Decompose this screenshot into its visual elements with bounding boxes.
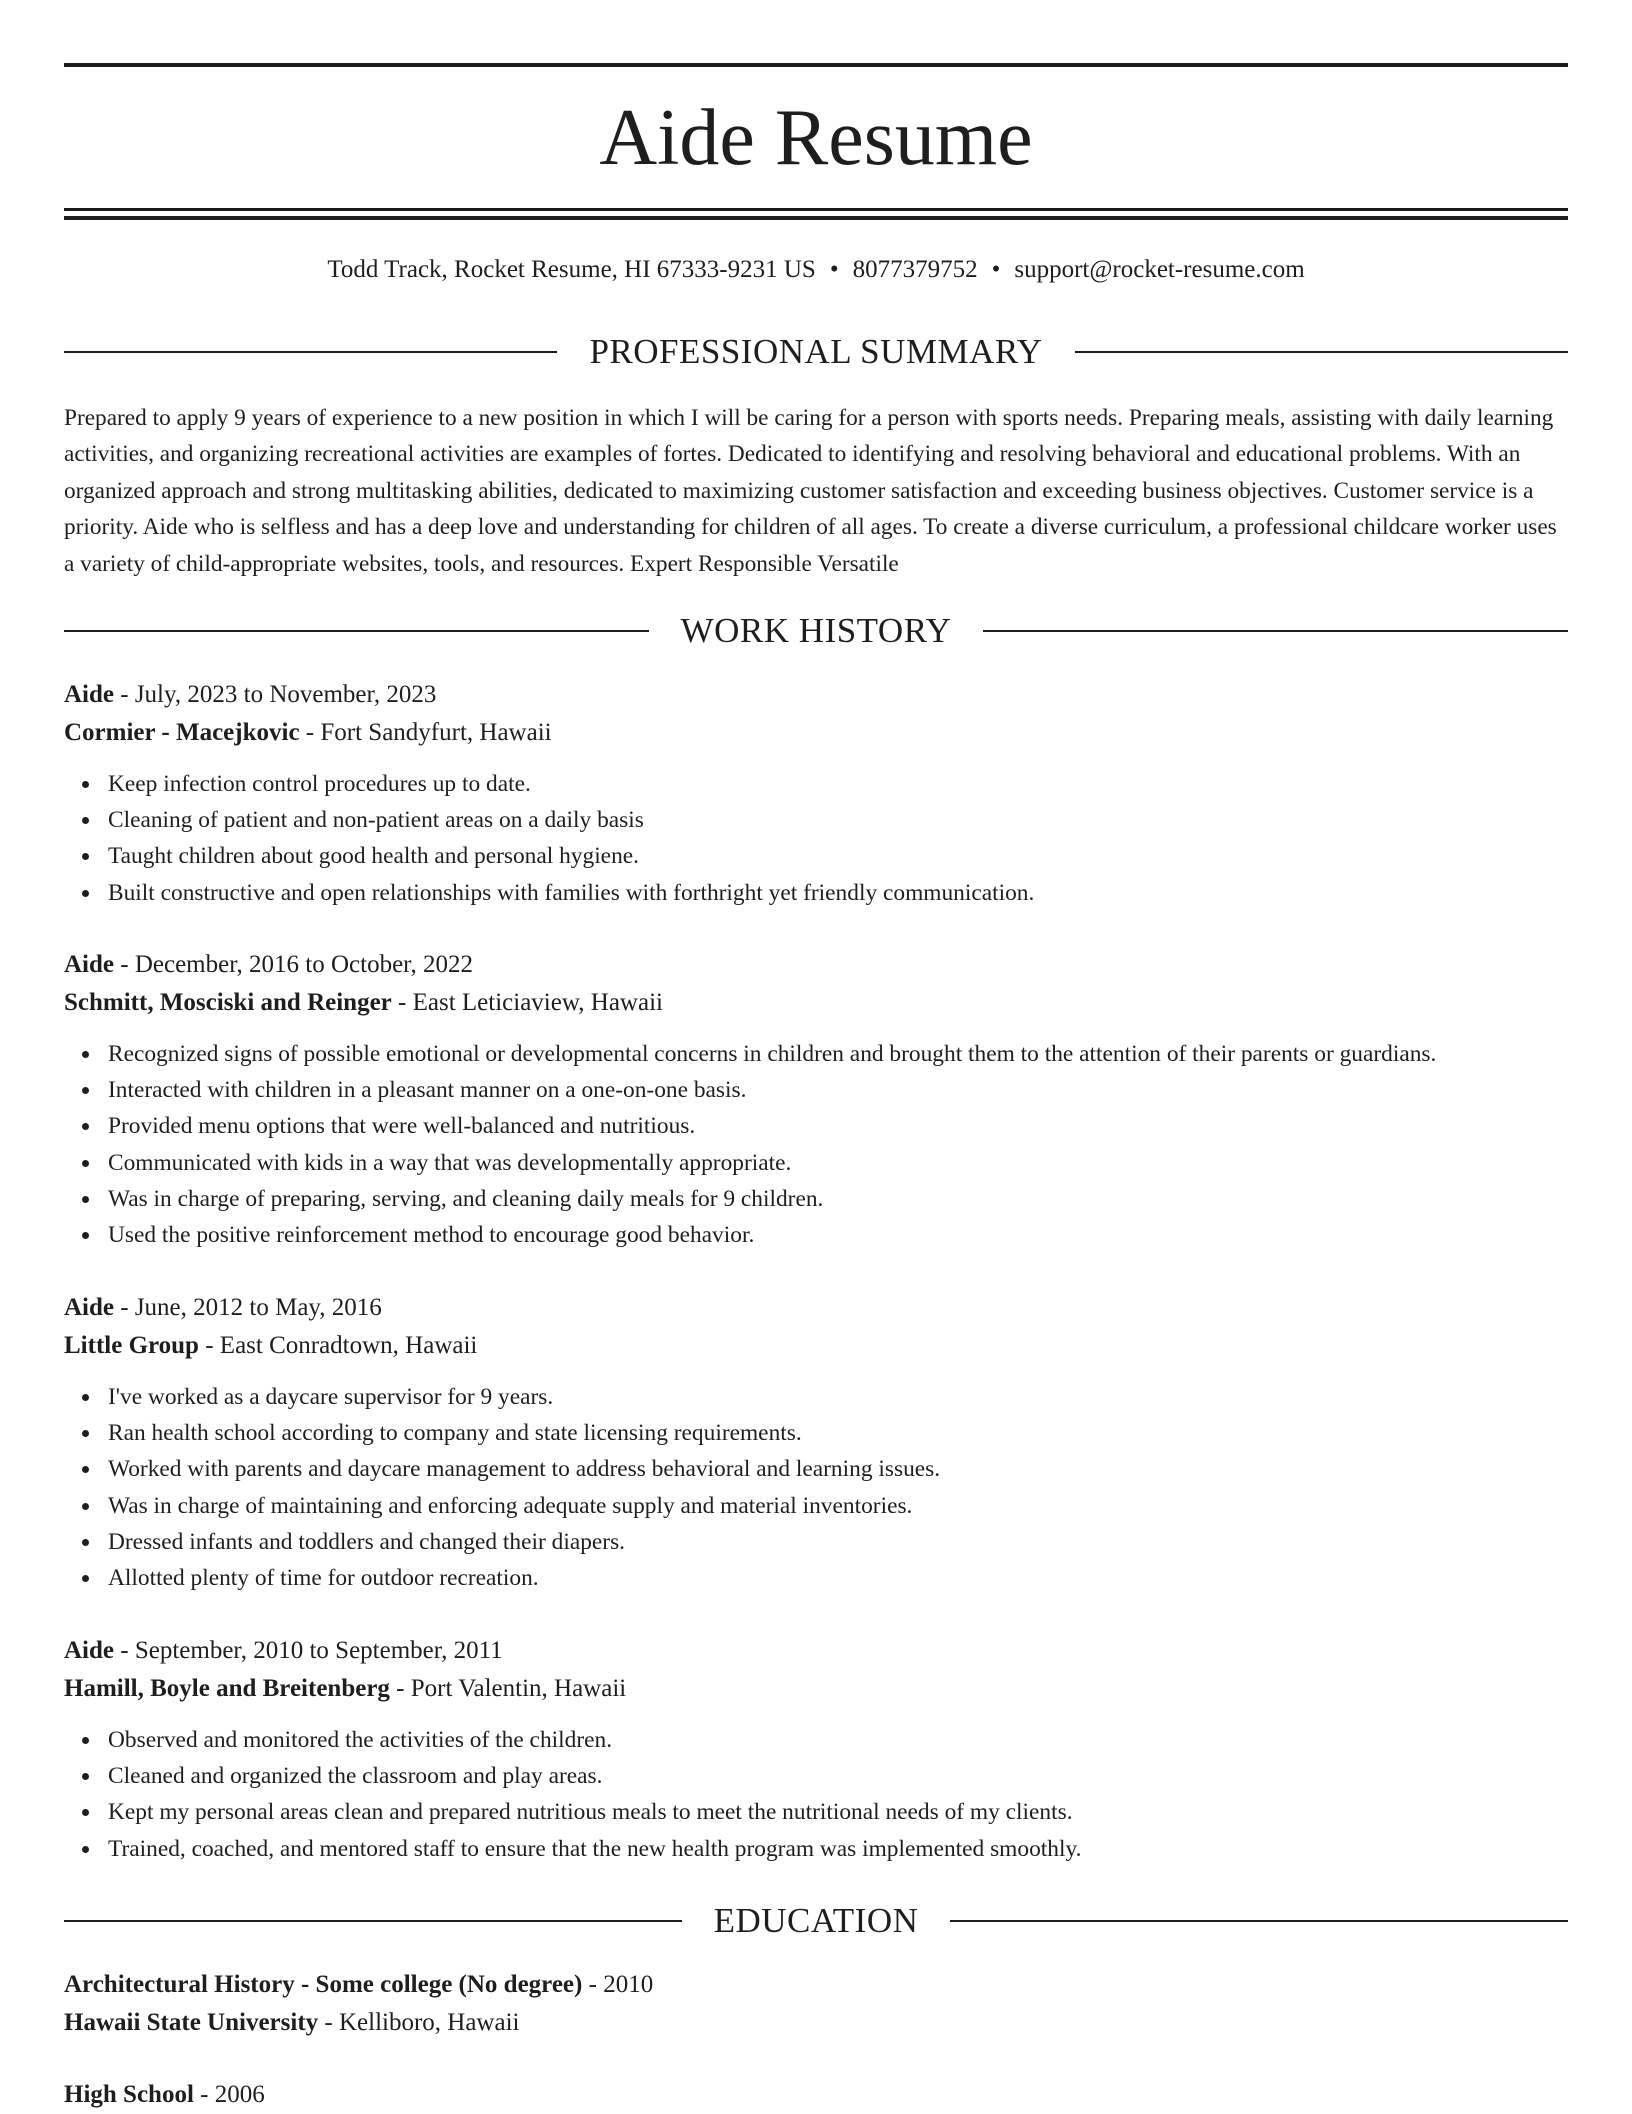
bullet-item: Dressed infants and toddlers and changed their diapers. [108,1524,1568,1560]
bullet-item: Allotted plenty of time for outdoor recreation. [108,1560,1568,1596]
contact-address: Todd Track, Rocket Resume, HI 67333-9231 US [327,256,816,283]
job-bullets [64,766,1568,911]
edu-year: 2006 [214,2081,265,2108]
section-title: PROFESSIONAL SUMMARY [589,332,1043,371]
dash: - [299,719,321,746]
dash: - [391,989,413,1016]
bullet-item: Cleaned and organized the classroom and play areas. [108,1758,1568,1794]
edu-degree: High School [64,2081,194,2108]
resume-name: Aide Resume [599,94,1033,182]
bullet-item: Was in charge of maintaining and enforcing adequate supply and material inventories. [108,1488,1568,1524]
job-dates: July, 2023 to November, 2023 [134,681,437,708]
dash: - [114,1637,135,1664]
job-bullets [64,1379,1568,1596]
bullet-item: Interacted with children in a pleasant manner on a one-on-one basis. [108,1072,1568,1108]
header-double-rule-upper [64,208,1568,211]
job-title: Aide [64,681,114,708]
job-bullets [64,1722,1568,1867]
bullet-item: Built constructive and open relationships with families with forthright yet friendly communication. [108,875,1568,911]
job-location: East Leticiaview, Hawaii [412,989,663,1016]
job-company: Cormier - Macejkovic [64,719,300,746]
job-dates: September, 2010 to September, 2011 [134,1637,503,1664]
job-company: Schmitt, Mosciski and Reinger [64,989,392,1016]
section-heading-education [64,1899,1568,1943]
bullet-item: Kept my personal areas clean and prepared nutritious meals to meet the nutritional needs of my clients. [108,1794,1568,1830]
bullet-item: Taught children about good health and personal hygiene. [108,838,1568,874]
bullet-item: Keep infection control procedures up to date. [108,766,1568,802]
dash: - [114,951,135,978]
section-heading-summary [64,330,1568,374]
job-dates: June, 2012 to May, 2016 [134,1294,382,1321]
bullet-item: Provided menu options that were well-balanced and nutritious. [108,1108,1568,1144]
bullet-item: Used the positive reinforcement method to encourage good behavior. [108,1217,1568,1253]
edu-school: Hawaii State University [64,2009,319,2036]
dash: - [114,681,135,708]
contact-separator: • [991,256,1001,283]
dash: - [114,1294,135,1321]
education-entry [64,2076,1568,2114]
dash: - [193,2081,215,2108]
bullet-item: Trained, coached, and mentored staff to ensure that the new health program was implemented smoothly. [108,1831,1568,1867]
job-location: Fort Sandyfurt, Hawaii [320,719,552,746]
contact-separator: • [829,256,839,283]
job-bullets [64,1036,1568,1253]
dash: - [318,2009,339,2036]
edu-location: Kelliboro, Hawaii [338,2009,520,2036]
dash: - [389,1675,411,1702]
heading-rule [64,630,649,632]
bullet-item: Ran health school according to company and state licensing requirements. [108,1415,1568,1451]
job-dates: December, 2016 to October, 2022 [134,951,473,978]
contact-email: support@rocket-resume.com [1014,256,1305,283]
heading-rule [983,630,1568,632]
job-company: Hamill, Boyle and Breitenberg [64,1675,390,1702]
dash: - [198,1332,220,1359]
job-company: Little Group [64,1332,199,1359]
job-entry [64,676,1568,911]
bullet-item: Observed and monitored the activities of the children. [108,1722,1568,1758]
job-title: Aide [64,1294,114,1321]
job-location: Port Valentin, Hawaii [410,1675,627,1702]
bullet-item: Worked with parents and daycare management to address behavioral and learning issues. [108,1451,1568,1487]
job-location: East Conradtown, Hawaii [219,1332,478,1359]
header-double-rule-lower [64,216,1568,220]
job-entry [64,1632,1568,1867]
bullet-item: I've worked as a daycare supervisor for 9 years. [108,1379,1568,1415]
contact-line [64,252,1568,288]
job-title: Aide [64,951,114,978]
bullet-item: Communicated with kids in a way that was developmentally appropriate. [108,1145,1568,1181]
heading-rule [1075,351,1568,353]
heading-rule [64,1920,682,1922]
section-title: WORK HISTORY [680,611,952,650]
section-heading-work-history [64,609,1568,653]
heading-rule [950,1920,1568,1922]
bullet-item: Recognized signs of possible emotional or developmental concerns in children and brought them to the attention of their parents or guardians. [108,1036,1568,1072]
job-entry [64,946,1568,1253]
job-entry [64,1289,1568,1596]
edu-year: 2010 [603,1971,654,1998]
contact-phone: 8077379752 [852,256,978,283]
dash: - [582,1971,604,1998]
summary-text: Prepared to apply 9 years of experience to a new position in which I will be caring for a person with sports needs. Preparing meals, assisting with daily learning activities, and organizing recreational activities are examples of fortes. Dedicated to identifying and resolving behavioral and educational problems. With an organized approach and strong multitasking abilities, dedicated to maximizing customer satisfaction and exceeding business objectives. Customer service is a priority. Aide who is selfless and has a deep love and understanding for children of all ages. To create a diverse curriculum, a professional childcare worker uses a variety of child-appropriate websites, tools, and resources. Expert Responsible Versatile [64,405,1557,577]
bullet-item: Was in charge of preparing, serving, and cleaning daily meals for 9 children. [108,1181,1568,1217]
job-title: Aide [64,1637,114,1664]
bullet-item: Cleaning of patient and non-patient areas on a daily basis [108,802,1568,838]
education-entry [64,1966,1568,2042]
header-top-rule [64,63,1568,67]
edu-degree: Architectural History - Some college (No degree) [64,1971,583,1998]
heading-rule [64,351,557,353]
section-title: EDUCATION [713,1901,919,1940]
